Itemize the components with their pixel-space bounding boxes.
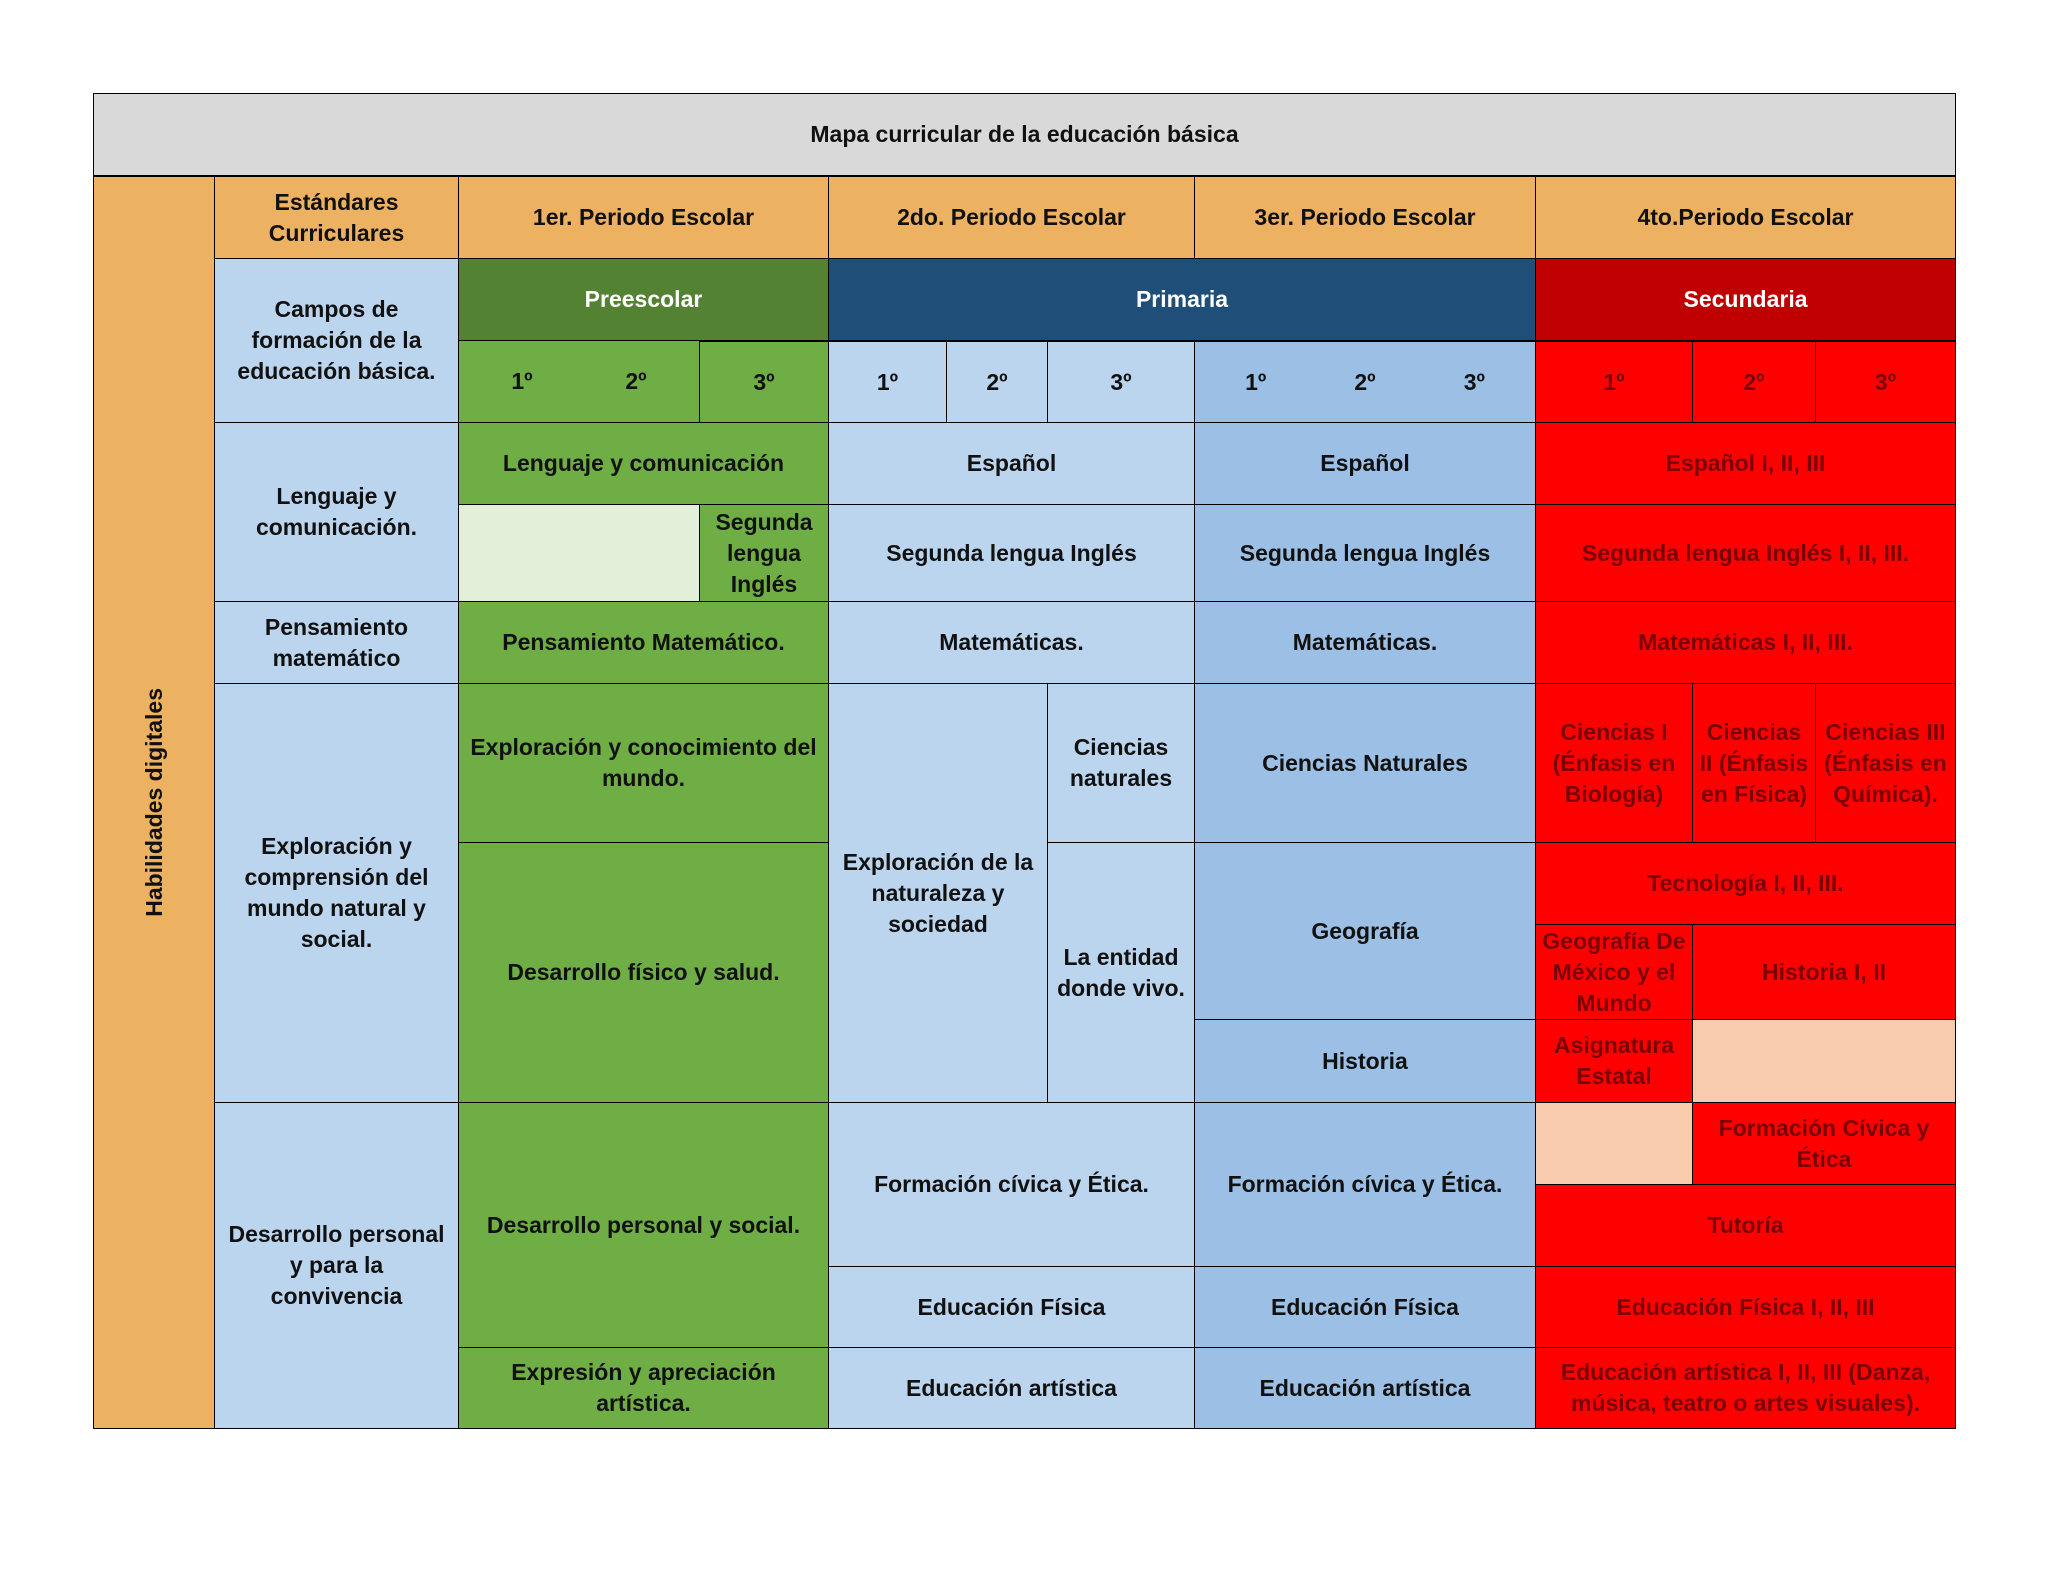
sec-ciencias-1: Ciencias I (Énfasis en Biología): [1535, 683, 1693, 843]
level-primaria: Primaria: [828, 258, 1536, 341]
sec-segunda-lengua: Segunda lengua Inglés I, II, III.: [1535, 504, 1956, 602]
prim-ciencias: Ciencias naturales: [1047, 683, 1195, 843]
grades-primaria-456: [1194, 341, 1536, 423]
sec-empty-cell: [1535, 1102, 1693, 1185]
sec-civica: Formación Cívica y Ética: [1692, 1102, 1956, 1185]
header-periodo-1: 1er. Periodo Escolar: [458, 176, 829, 259]
header-estandares: Estándares Curriculares: [214, 176, 459, 259]
grades-preescolar-12: [459, 341, 699, 423]
sec-espanol: Español I, II, III: [1535, 422, 1956, 505]
grade-label: 1º: [1245, 368, 1267, 395]
prim-ed-artistica: Educación artística: [828, 1347, 1195, 1429]
prim-matematicas: Matemáticas.: [828, 601, 1195, 684]
header-periodo-2: 2do. Periodo Escolar: [828, 176, 1195, 259]
grade-preescolar-3: 3º: [699, 341, 829, 423]
sec-tecnologia: Tecnología I, II, III.: [1535, 842, 1956, 925]
grade-secundaria-3: 3º: [1815, 341, 1956, 423]
prim-ed-fisica: Educación Física: [828, 1266, 1195, 1348]
grade-label: 1º: [511, 368, 533, 394]
prim-b-civica: Formación cívica y Ética.: [1194, 1102, 1536, 1267]
level-preescolar: Preescolar: [458, 258, 829, 341]
header-periodo-3: 3er. Periodo Escolar: [1194, 176, 1536, 259]
grade-primaria-2: 2º: [946, 341, 1048, 423]
level-secundaria: Secundaria: [1535, 258, 1956, 341]
prim-segunda-lengua: Segunda lengua Inglés: [828, 504, 1195, 602]
grade-primaria-1: 1º: [828, 341, 947, 423]
side-label-cell: [93, 176, 215, 1429]
pre-lenguaje: Lenguaje y comunicación: [458, 422, 829, 505]
prim-b-matematicas: Matemáticas.: [1194, 601, 1536, 684]
pre-segunda-lengua: Segunda lengua Inglés: [699, 504, 829, 602]
grade-label: 3º: [1463, 368, 1485, 395]
pre-empty-cell: [458, 504, 700, 602]
sec-ciencias-2: Ciencias II (Énfasis en Física): [1692, 683, 1816, 843]
prim-b-segunda-lengua: Segunda lengua Inglés: [1194, 504, 1536, 602]
campo-pensamiento: Pensamiento matemático: [214, 601, 459, 684]
prim-b-historia: Historia: [1194, 1019, 1536, 1103]
campo-exploracion: Exploración y comprensión del mundo natural y social.: [214, 683, 459, 1103]
grade-secundaria-2: 2º: [1692, 341, 1816, 423]
grade-secundaria-1: 1º: [1535, 341, 1693, 423]
sec-ed-artistica: Educación artística I, II, III (Danza, música, teatro o artes visuales).: [1535, 1347, 1956, 1429]
grade-label: 2º: [625, 368, 647, 394]
prim-b-espanol: Español: [1194, 422, 1536, 505]
prim-espanol: Español: [828, 422, 1195, 505]
header-periodo-4: 4to.Periodo Escolar: [1535, 176, 1956, 259]
sec-ciencias-3: Ciencias III (Énfasis en Química).: [1815, 683, 1956, 843]
sec-ed-fisica: Educación Física I, II, III: [1535, 1266, 1956, 1348]
pre-desarrollo-fisico: Desarrollo físico y salud.: [458, 842, 829, 1103]
prim-exploracion: Exploración de la naturaleza y sociedad: [828, 683, 1048, 1103]
campo-lenguaje: Lenguaje y comunicación.: [214, 422, 459, 602]
pre-expresion: Expresión y apreciación artística.: [458, 1347, 829, 1429]
sec-geografia: Geografía De México y el Mundo: [1535, 924, 1693, 1020]
campos-label: Campos de formación de la educación básica.: [214, 258, 459, 423]
grade-primaria-3: 3º: [1047, 341, 1195, 423]
sec-historia: Historia I, II: [1692, 924, 1956, 1020]
pre-exploracion: Exploración y conocimiento del mundo.: [458, 683, 829, 843]
prim-b-geografia: Geografía: [1194, 842, 1536, 1020]
pre-desarrollo-personal: Desarrollo personal y social.: [458, 1102, 829, 1348]
prim-civica: Formación cívica y Ética.: [828, 1102, 1195, 1267]
pre-pensamiento: Pensamiento Matemático.: [458, 601, 829, 684]
prim-entidad: La entidad donde vivo.: [1047, 842, 1195, 1103]
prim-b-ed-fisica: Educación Física: [1194, 1266, 1536, 1348]
grade-label: 2º: [1354, 368, 1376, 395]
campo-desarrollo: Desarrollo personal y para la convivencia: [214, 1102, 459, 1429]
sec-empty-cell: [1692, 1019, 1956, 1103]
prim-b-ciencias: Ciencias Naturales: [1194, 683, 1536, 843]
sec-tutoria: Tutoría: [1535, 1184, 1956, 1267]
prim-b-ed-artistica: Educación artística: [1194, 1347, 1536, 1429]
table-title: Mapa curricular de la educación básica: [93, 93, 1956, 176]
sec-matematicas: Matemáticas I, II, III.: [1535, 601, 1956, 684]
side-label: Habilidades digitales: [140, 688, 167, 917]
sec-asignatura-estatal: Asignatura Estatal: [1535, 1019, 1693, 1103]
